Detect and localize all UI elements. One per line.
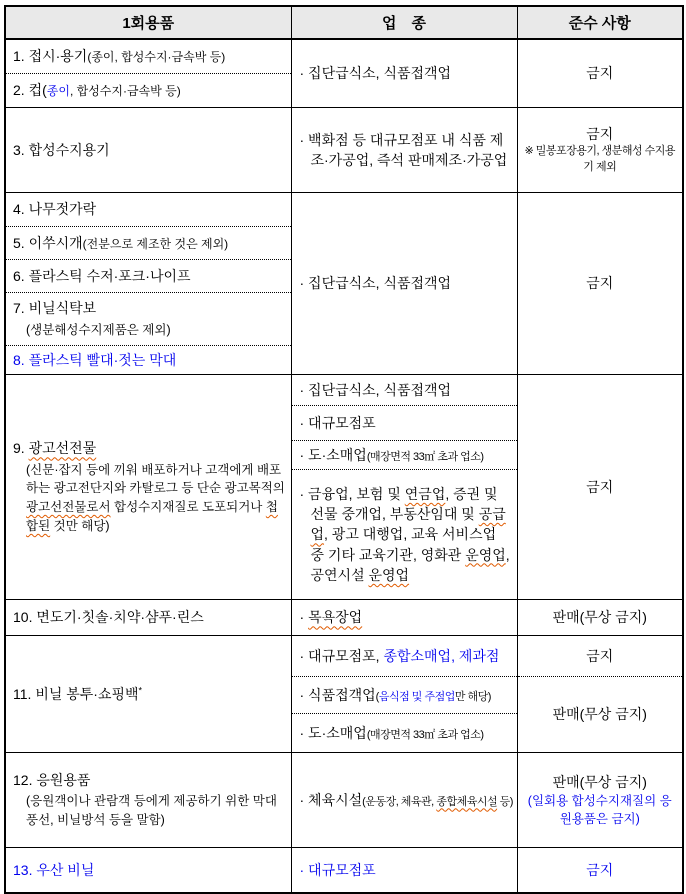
item-8-text: 8. 플라스틱 빨대·젓는 막대 xyxy=(13,351,177,368)
item-1-cell xyxy=(5,39,291,74)
compliance-11-cell-1 xyxy=(517,636,683,677)
header-items-col: 1회용품 xyxy=(5,6,291,39)
business-9-cell-4 xyxy=(291,470,517,600)
business-9-text-2: · 대규모점포 xyxy=(299,414,376,431)
business-9-cell-1 xyxy=(291,375,517,406)
item-5-text: 5. 이쑤시개 xyxy=(13,234,83,251)
item-2-prefix: 2. 컵( xyxy=(13,82,47,99)
row-item-4 xyxy=(5,193,683,227)
compliance-10-cell xyxy=(517,600,683,636)
business-11-cell-1 xyxy=(291,636,517,677)
business-12-text: · 체육시설 xyxy=(299,791,363,808)
item-12-cell xyxy=(5,753,291,848)
item-10-cell xyxy=(5,600,291,636)
item-3-cell xyxy=(5,108,291,193)
business-4-8-text: · 집단급식소, 식품접객업 xyxy=(299,275,452,292)
business-9-cell-3 xyxy=(291,441,517,470)
item-6-text: 6. 플라스틱 수저·포크·나이프 xyxy=(13,267,191,284)
business-13-text: · 대규모점포 xyxy=(299,861,376,878)
business-10-text: 목욕장업 xyxy=(308,609,363,626)
compliance-1-2-text: 금지 xyxy=(586,65,614,82)
business-9-text-4a: · 금융업, 보험 및 xyxy=(299,485,405,502)
item-7-cell xyxy=(5,293,291,346)
business-4-8-cell xyxy=(291,193,517,375)
business-11-text-1: · 대규모점포, xyxy=(299,647,384,664)
business-9-text-1: · 집단급식소, 식품접객업 xyxy=(299,381,452,398)
row-item-13 xyxy=(5,848,683,894)
item-6-cell xyxy=(5,260,291,293)
compliance-9-text: 금지 xyxy=(586,478,614,495)
item-8-cell xyxy=(5,346,291,375)
business-3-text: · 백화점 등 대규모점포 내 식품 제조·가공업, 즉석 판매제조·가공업 xyxy=(299,131,508,168)
row-item-11 xyxy=(5,636,683,677)
item-13-cell xyxy=(5,848,291,894)
compliance-11-text-2: 판매(무상 금지) xyxy=(552,706,647,723)
business-11-blue-2: 음식점 및 주점업 xyxy=(378,690,455,703)
compliance-12-note: (일회용 합성수지재질의 응원용품은 금지) xyxy=(527,794,672,827)
item-12-note: (응원객이나 관람객 등에게 제공하기 위한 막대풍선, 비닐방석 등을 말함) xyxy=(26,794,277,828)
business-11-blue-1: 종합소매업, 제과점 xyxy=(383,647,500,664)
item-9-note-1: (신문·잡지 등에 끼워 배포하거나 고객에게 배포하는 광고전단지와 카탈로그 등 단순 광고목적의 xyxy=(26,462,285,496)
business-11-paren-close: 만 해당) xyxy=(454,690,491,703)
item-9-note-3: 합성수지재질로 도포되거나 xyxy=(110,500,266,515)
business-9-text-4c: , 광고 대행업, 교육 서비스업 중 기타 교육기관, 영화관 xyxy=(310,526,497,563)
compliance-4-8-cell xyxy=(517,193,683,375)
row-item-3 xyxy=(5,108,683,193)
item-1-text: 1. 접시·용기 xyxy=(13,48,88,65)
item-2-suffix: , 합성수지·금속박 등) xyxy=(69,84,181,99)
business-13-cell xyxy=(291,848,517,894)
business-11-text-3: · 도·소매업 xyxy=(299,724,367,741)
item-11-asterisk: * xyxy=(138,685,143,696)
item-9-number: 9. xyxy=(13,440,29,457)
row-item-10 xyxy=(5,600,683,636)
item-10-text: 10. 면도기·칫솔·치약·샴푸·린스 xyxy=(13,609,204,626)
item-3-text: 3. 합성수지용기 xyxy=(13,141,110,158)
compliance-3-note: ※ 밀봉포장용기, 생분해성 수지용기 제외 xyxy=(524,145,676,174)
item-2-blue-text: 종이 xyxy=(46,84,70,99)
business-9-wavy-3: 운영업 xyxy=(465,546,506,563)
item-9-note-2: 광고선전물로서 xyxy=(26,500,111,515)
item-4-cell xyxy=(5,193,291,227)
business-11-text-3-paren: (매장면적 33㎡ 초과 업소) xyxy=(366,728,484,741)
business-9-text-4d: , 공연시설 xyxy=(310,546,510,583)
business-9-cell-2 xyxy=(291,406,517,441)
row-item-9 xyxy=(5,375,683,406)
item-7-note: (생분해성수지제품은 제외) xyxy=(26,322,171,337)
header-compliance-col: 준수 사항 xyxy=(517,6,683,39)
item-9-note-5: 것만 해당) xyxy=(50,518,110,533)
compliance-4-8-text: 금지 xyxy=(586,275,614,292)
business-3-cell xyxy=(291,108,517,193)
compliance-9-cell xyxy=(517,375,683,600)
business-9-wavy-4: 운영업 xyxy=(368,566,410,583)
business-10-cell xyxy=(291,600,517,636)
item-1-paren: (종이, 합성수지·금속박 등) xyxy=(87,50,226,65)
header-row xyxy=(5,6,683,39)
business-12-wavy: 종합체육시설 xyxy=(436,795,498,808)
regulation-table xyxy=(4,5,684,894)
compliance-13-cell xyxy=(517,848,683,894)
compliance-11-text-1: 금지 xyxy=(586,647,614,664)
compliance-12-cell xyxy=(517,753,683,848)
business-9-wavy-2: 공급업 xyxy=(310,506,506,543)
business-1-2-cell xyxy=(291,39,517,108)
business-9-text-3: · 도·소매업 xyxy=(299,446,367,463)
business-9-text-4b: , 증권 및 선물 중개업, 부동산임대 및 xyxy=(310,485,498,523)
row-item-12 xyxy=(5,753,683,848)
business-9-wavy-1: 연금업 xyxy=(404,485,446,502)
item-9-note xyxy=(13,461,286,536)
item-9-cell xyxy=(5,375,291,600)
item-5-paren: (전분으로 제조한 것은 제외) xyxy=(82,236,229,251)
compliance-3-cell xyxy=(517,108,683,193)
business-12-paren-1: (운동장, 체육관, xyxy=(362,795,437,808)
business-11-cell-3 xyxy=(291,714,517,753)
row-item-1 xyxy=(5,39,683,74)
compliance-3-text: 금지 xyxy=(586,125,614,142)
business-11-cell-2 xyxy=(291,677,517,714)
item-4-text: 4. 나무젓가락 xyxy=(13,201,97,218)
item-2-cell xyxy=(5,74,291,108)
business-12-cell xyxy=(291,753,517,848)
compliance-1-2-cell xyxy=(517,39,683,108)
item-11-cell xyxy=(5,636,291,753)
compliance-13-text: 금지 xyxy=(586,861,614,878)
item-9-title: 광고선전물 xyxy=(28,440,97,457)
item-13-text: 13. 우산 비닐 xyxy=(13,861,95,878)
business-1-2-text: · 집단급식소, 식품접객업 xyxy=(299,65,452,82)
item-9-note-4: 첩합된 xyxy=(26,500,278,533)
item-7-text: 7. 비닐식탁보 xyxy=(13,300,97,317)
item-11-text: 11. 비닐 봉투·쇼핑백 xyxy=(13,685,139,702)
header-business-col: 업 종 xyxy=(291,6,517,39)
compliance-11-cell-2 xyxy=(517,677,683,753)
business-9-text-3-paren: (매장면적 33㎡ 초과 업소) xyxy=(366,450,484,463)
compliance-10-text: 판매(무상 금지) xyxy=(552,609,647,626)
compliance-12-text: 판매(무상 금지) xyxy=(552,773,647,790)
item-12-text: 12. 응원용품 xyxy=(13,772,91,789)
business-12-paren-2: 등) xyxy=(497,795,513,808)
item-5-cell xyxy=(5,227,291,260)
business-11-text-2: · 식품접객업 xyxy=(299,686,376,703)
business-11-paren-open: ( xyxy=(375,690,379,703)
business-10-bullet: · xyxy=(299,609,309,626)
